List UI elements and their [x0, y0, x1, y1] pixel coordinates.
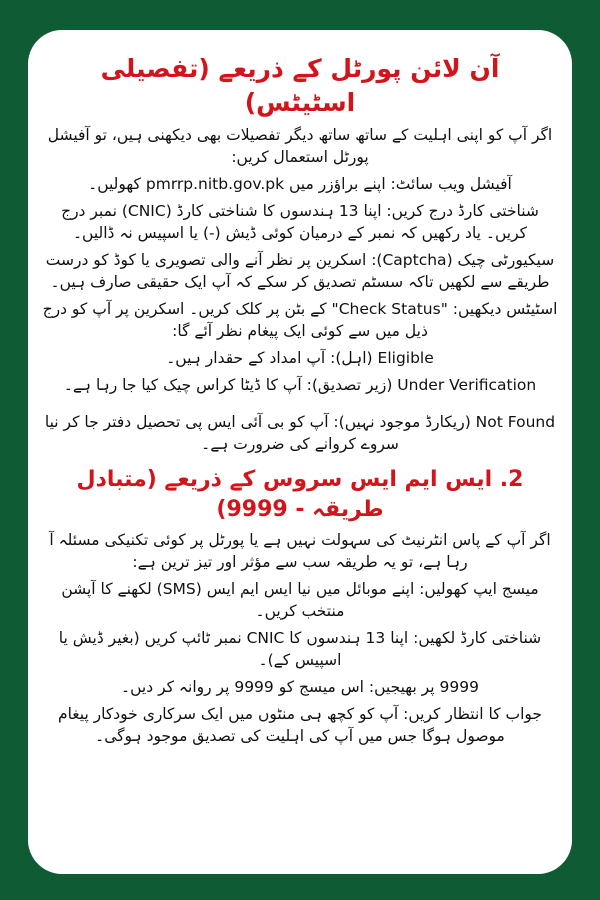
portal-step-cnic: شناختی کارڈ درج کریں: اپنا 13 ہندسوں کا شناختی کارڈ (CNIC) نمبر درج کریں۔ یاد رکھیں کہ نمبر کے درمیان کوئی ڈیش (-) یا اسپیس نہ ڈالیں۔: [61, 202, 539, 242]
content-card: [28, 30, 572, 874]
status-not-found: Not Found (ریکارڈ موجود نہیں): آپ کو بی آئی ایس پی تحصیل دفتر جا کر نیا سروے کروانے کی ضرورت ہے۔: [44, 413, 556, 453]
page-title: آن لائن پورٹل کے ذریعے (تفصیلی اسٹیٹس): [100, 54, 500, 117]
sms-intro-text: اگر آپ کے پاس انٹرنیٹ کی سہولت نہیں ہے یا پورٹل پر کوئی تکنیکی مسئلہ آ رہا ہے، تو یہ طریقہ سب سے مؤثر اور تیز ترین ہے:: [49, 531, 551, 571]
intro-text: اگر آپ کو اپنی اہلیت کے ساتھ ساتھ دیگر تفصیلات بھی دیکھنی ہیں، تو آفیشل پورٹل استعمال کریں:: [47, 126, 553, 166]
portal-step-captcha: سیکیورٹی چیک (Captcha): اسکرین پر نظر آنے والی تصویری یا کوڈ کو درست طریقے سے لکھیں تاکہ سسٹم تصدیق کر سکے کہ آپ ایک حقیقی صارف ہیں۔: [45, 251, 555, 291]
sms-step-open-app: میسج ایپ کھولیں: اپنے موبائل میں نیا ایس ایم ایس (SMS) لکھنے کا آپشن منتخب کریں۔: [61, 580, 539, 620]
status-under-verification: Under Verification (زیر تصدیق): آپ کا ڈیٹا کراس چیک کیا جا رہا ہے۔: [63, 376, 537, 394]
status-eligible: Eligible (اہل): آپ امداد کے حقدار ہیں۔: [166, 349, 434, 367]
portal-step-check-status: اسٹیٹس دیکھیں: "Check Status" کے بٹن پر کلک کریں۔ اسکرین پر آپ کو درج ذیل میں سے کوئی ایک پیغام نظر آئے گا:: [42, 300, 558, 340]
sms-section-heading: 2. ایس ایم ایس سروس کے ذریعے (متبادل طریقہ - 9999): [76, 467, 524, 522]
sms-step-write-cnic: شناختی کارڈ لکھیں: اپنا 13 ہندسوں کا CNIC نمبر ٹائپ کریں (بغیر ڈیش یا اسپیس کے)۔: [58, 629, 542, 669]
sms-step-send: 9999 پر بھیجیں: اس میسج کو 9999 پر روانہ کر دیں۔: [121, 678, 479, 696]
portal-step-website: آفیشل ویب سائٹ: اپنے براؤزر میں pmrrp.nitb.gov.pk کھولیں۔: [88, 175, 512, 193]
sms-step-wait: جواب کا انتظار کریں: آپ کو کچھ ہی منٹوں میں ایک سرکاری خودکار پیغام موصول ہوگا جس میں آپ کی اہلیت کی تصدیق موجود ہوگی۔: [57, 705, 543, 745]
spacer: [42, 401, 558, 411]
